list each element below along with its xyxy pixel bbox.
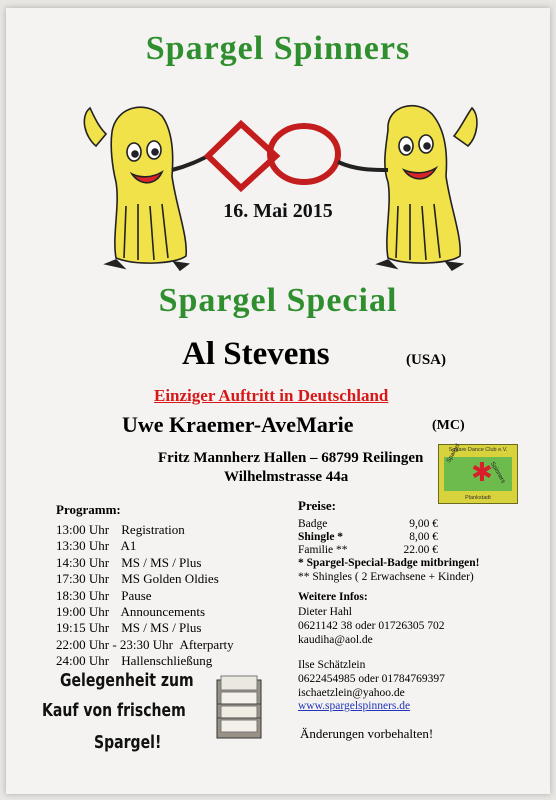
handwritten-line-3: Spargel! — [94, 732, 162, 753]
program-row: 19:00 Uhr Announcements — [56, 604, 206, 620]
event-title: Spargel Special — [158, 282, 398, 319]
caller-country: (USA) — [406, 352, 446, 368]
contact-1 — [298, 605, 445, 647]
program-row: 14:30 Uhr MS / MS / Plus — [56, 554, 202, 570]
price-note-badge: * Spargel-Special-Badge mitbringen! — [298, 557, 480, 569]
logo-right-text: Spinners — [488, 461, 506, 485]
asparagus-crate-photo — [216, 674, 262, 740]
right-asparagus-mascot — [338, 106, 477, 270]
price-list — [298, 518, 438, 557]
contact-email: ischaetzlein@yahoo.de — [298, 687, 405, 699]
left-asparagus-mascot — [84, 107, 208, 270]
prices-heading: Preise: — [298, 498, 337, 513]
asterisk-icon: ✱ — [471, 458, 493, 488]
mc-name: Uwe Kraemer-AveMarie — [122, 412, 354, 437]
price-row: Badge 9,00 € — [298, 518, 438, 530]
contact-email: kaudiha@aol.de — [298, 634, 373, 646]
logo-left-text: Spargel — [446, 443, 462, 464]
flyer — [6, 8, 550, 794]
contact-phone: 0622454985 oder 01784769397 — [298, 673, 445, 685]
contact-phone: 0621142 38 oder 01726305 702 — [298, 620, 445, 632]
price-note-family: ** Shingles ( 2 Erwachsene + Kinder) — [298, 571, 474, 583]
handwritten-line-1: Gelegenheit zum — [60, 670, 194, 691]
program-row: 13:30 Uhr A1 — [56, 538, 137, 554]
website-link[interactable]: www.spargelspinners.de — [298, 700, 411, 712]
changes-disclaimer: Änderungen vorbehalten! — [300, 726, 434, 741]
mascot-illustration — [76, 86, 486, 286]
contact-2 — [298, 658, 445, 700]
club-title: Spargel Spinners — [145, 30, 411, 67]
program-row: 17:30 Uhr MS Golden Oldies — [56, 571, 219, 587]
ring-links — [208, 124, 338, 188]
venue-line-1: Fritz Mannherz Hallen – 68799 Reilingen — [158, 450, 424, 466]
price-row: Familie ** 22.00 € — [298, 544, 438, 556]
logo-top-text: Square Dance Club e.V. — [448, 447, 508, 453]
program-row: 18:30 Uhr Pause — [56, 587, 152, 603]
program-row: 24:00 Uhr Hallenschließung — [56, 653, 213, 669]
program-heading: Programm: — [56, 502, 121, 517]
mc-role: (MC) — [432, 418, 465, 433]
event-date: 16. Mai 2015 — [223, 200, 333, 222]
logo-bottom-text: Plankstadt — [465, 495, 491, 501]
venue-line-2: Wilhelmstrasse 44a — [224, 469, 349, 485]
contact-name: Dieter Hahl — [298, 606, 352, 618]
price-row: Shingle * 8,00 € — [298, 531, 438, 543]
program-list — [56, 522, 234, 670]
club-logo — [438, 444, 518, 504]
program-row: 13:00 Uhr Registration — [56, 522, 185, 537]
exclusive-tagline: Einziger Auftritt in Deutschland — [154, 386, 389, 405]
program-row: 22:00 Uhr - 23:30 Uhr Afterparty — [56, 636, 234, 652]
info-heading: Weitere Infos: — [298, 591, 368, 603]
program-row: 19:15 Uhr MS / MS / Plus — [56, 620, 202, 636]
caller-name: Al Stevens — [182, 336, 330, 372]
contact-name: Ilse Schätzlein — [298, 659, 366, 671]
handwritten-line-2: Kauf von frischem — [42, 700, 186, 721]
